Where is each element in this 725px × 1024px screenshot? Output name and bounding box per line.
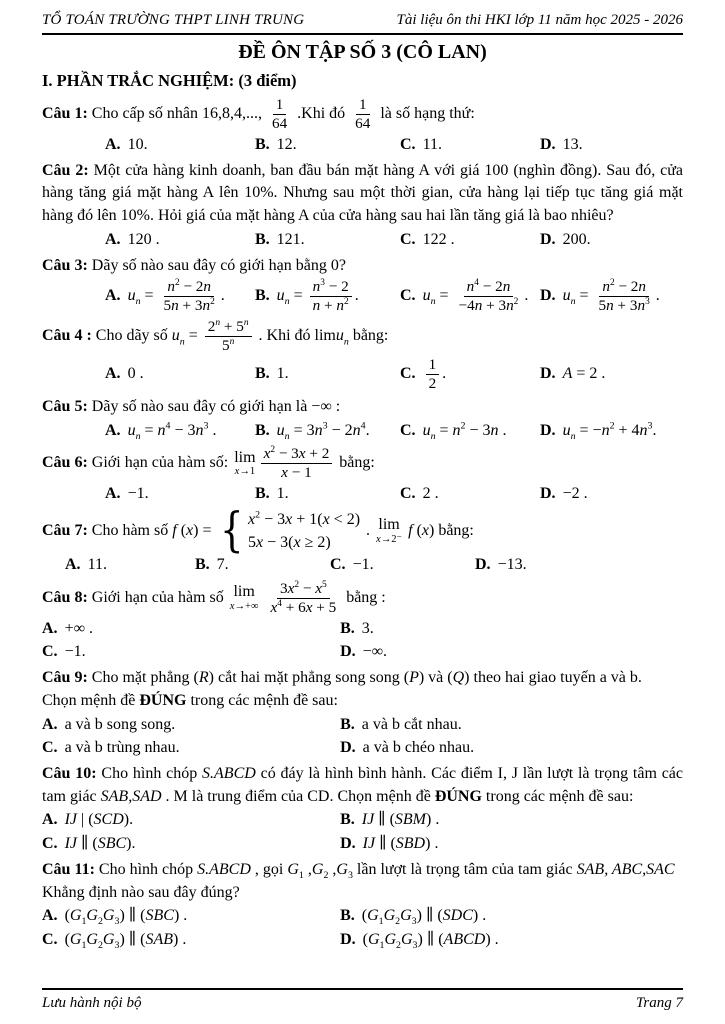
option-text: a và b song song. xyxy=(64,715,176,733)
option-a xyxy=(105,229,255,252)
option-d xyxy=(540,363,683,386)
option-b xyxy=(340,905,683,928)
option-key: C. xyxy=(400,287,416,305)
question-6 xyxy=(42,445,683,506)
option-key: D. xyxy=(340,931,356,949)
option-key: D. xyxy=(540,135,556,153)
option-text: 1. xyxy=(276,365,289,383)
option-key: C. xyxy=(42,643,58,661)
question-stem: Câu 3: Dãy số nào sau đây có giới hạn bằng 0? xyxy=(42,256,346,274)
options-row xyxy=(105,229,683,252)
option-key: B. xyxy=(340,811,355,829)
option-text: −∞. xyxy=(362,643,388,661)
page-footer xyxy=(42,988,683,1014)
option-key: B. xyxy=(255,287,270,305)
option-d xyxy=(340,641,683,664)
option-text: 121. xyxy=(276,230,305,248)
option-key: A. xyxy=(105,230,121,248)
option-text: 3. xyxy=(361,619,374,637)
question-1 xyxy=(42,96,683,157)
option-text: a và b cắt nhau. xyxy=(361,715,462,733)
option-d xyxy=(540,229,683,252)
option-text: −2 . xyxy=(562,485,588,503)
option-text: 122 . xyxy=(422,230,455,248)
option-key: C. xyxy=(400,230,416,248)
option-c xyxy=(42,833,340,856)
option-key: D. xyxy=(540,421,556,439)
question-4 xyxy=(42,318,683,393)
option-text: a và b trùng nhau. xyxy=(64,739,180,757)
header-doc-info: Tài liệu ôn thi HKI lớp 11 năm học 2025 - 2026 xyxy=(396,12,683,28)
options-row xyxy=(65,554,683,577)
options-row xyxy=(42,905,683,951)
question-label: Câu 6: xyxy=(42,454,88,472)
question-5 xyxy=(42,396,683,442)
option-text: $u_n$ = $\frac{n^3 - 2}{n + n^2}$ . xyxy=(276,278,359,315)
option-text: 13. xyxy=(562,135,583,153)
options-row xyxy=(105,134,683,157)
question-label: Câu 10: xyxy=(42,765,97,783)
option-text: $u_n = n^2 - 3n$ . xyxy=(422,420,507,442)
option-b xyxy=(340,618,683,641)
question-10 xyxy=(42,763,683,856)
options-row xyxy=(42,714,683,760)
option-text: $(G_1G_2G_3)$ ∥ (SDC) . xyxy=(361,907,487,928)
question-label: Câu 4 : xyxy=(42,327,92,345)
option-text: 0 . xyxy=(127,365,144,383)
option-a xyxy=(105,134,255,157)
option-text: −1. xyxy=(352,556,374,574)
option-key: B. xyxy=(255,135,270,153)
option-text: IJ ∥ (SBM) . xyxy=(361,811,440,829)
option-text: a và b chéo nhau. xyxy=(362,739,475,757)
option-key: C. xyxy=(400,421,416,439)
option-b xyxy=(340,714,683,737)
option-a xyxy=(105,278,255,315)
option-b xyxy=(255,134,400,157)
question-label: Câu 11: xyxy=(42,860,95,878)
question-stem: Câu 10: Cho hình chóp S.ABCD có đáy là hình bình hành. Các điểm I, J lần lượt là trọng tâm các tam giác SAB,SAD . M là trung điểm của CD. Chọn mệnh đề ĐÚNG trong các mệnh đề sau: xyxy=(42,765,684,805)
option-key: B. xyxy=(255,365,270,383)
option-b xyxy=(255,483,400,506)
option-d xyxy=(540,420,683,443)
question-label: Câu 1: xyxy=(42,105,88,123)
option-text: $u_n$ = $\frac{n^4 - 2n}{-4n + 3n^2}$ . xyxy=(422,278,529,315)
option-text: 11. xyxy=(422,135,442,153)
option-c xyxy=(400,278,540,315)
option-d xyxy=(540,134,683,157)
option-c xyxy=(400,134,540,157)
option-a xyxy=(42,618,340,641)
option-c xyxy=(400,229,540,252)
option-text: $(G_1G_2G_3)$ ∥ (SBC) . xyxy=(64,907,188,928)
options-row xyxy=(42,618,683,664)
option-text: 11. xyxy=(87,556,107,574)
options-row xyxy=(42,809,683,855)
question-stem: Câu 7: Cho hàm số f (x) = { $x^2 - 3x + 1(x < 2)$ 5x − 3(x ≥ 2) . lim x→2⁻ f (x) bằng: xyxy=(42,503,474,558)
question-stem: Câu 11: Cho hình chóp S.ABCD , gọi $G_1$ $,G_2$ $,G_3$ lần lượt là trọng tâm của tam giác SAB, ABC,SAC xyxy=(42,860,675,882)
question-3 xyxy=(42,255,683,316)
option-key: B. xyxy=(255,485,270,503)
option-text: $u_n = 3n^3 - 2n^4$. xyxy=(276,420,370,442)
option-key: A. xyxy=(42,619,58,637)
option-key: A. xyxy=(105,135,121,153)
option-text: −13. xyxy=(497,556,527,574)
option-c xyxy=(330,554,475,577)
option-text: $(G_1G_2G_3)$ ∥ (ABCD) . xyxy=(362,931,499,952)
page-header xyxy=(42,10,683,35)
option-text: $(G_1G_2G_3)$ ∥ (SAB) . xyxy=(64,931,187,952)
option-b xyxy=(255,420,400,443)
question-stem: Câu 8: Giới hạn của hàm số lim x→+∞ $\frac{3x^2 - x^5}{x^4 + 6x + 5}$ bằng : xyxy=(42,579,386,616)
option-d xyxy=(340,833,683,856)
option-text: $u_n = n^4 - 3n^3$ . xyxy=(127,420,217,442)
question-stem: Câu 5: Dãy số nào sau đây có giới hạn là −∞ : xyxy=(42,397,341,415)
option-key: D. xyxy=(340,739,356,757)
option-b xyxy=(195,554,330,577)
option-b xyxy=(255,278,400,315)
option-text: $u_n$ = $\frac{n^2 - 2n}{5n + 3n^3}$ . xyxy=(562,278,660,315)
option-a xyxy=(42,809,340,832)
question-label: Câu 9: xyxy=(42,669,88,687)
question-stem: Câu 6: Giới hạn của hàm số: lim x→1 $\frac{x^2 - 3x + 2}{x - 1}$ bằng: xyxy=(42,445,375,482)
option-key: B. xyxy=(255,421,270,439)
footer-page-number: Trang 7 xyxy=(635,994,683,1011)
option-key: D. xyxy=(475,556,491,574)
question-label: Câu 8: xyxy=(42,588,88,606)
question-7 xyxy=(42,503,683,577)
options-row xyxy=(105,278,683,315)
option-b xyxy=(340,809,683,832)
option-d xyxy=(340,737,683,760)
option-d xyxy=(475,554,683,577)
option-text: 120 . xyxy=(127,230,160,248)
question-label: Câu 2: xyxy=(42,161,89,179)
option-c xyxy=(42,641,340,664)
option-text: +∞ . xyxy=(64,619,93,637)
options-row xyxy=(105,483,683,506)
question-stem: Câu 1: Cho cấp số nhân 16,8,4,..., $\frac{1}{64}$ .Khi đó $\frac{1}{64}$ là số hạng thứ: xyxy=(42,96,475,133)
option-text: $u_n = -n^2 + 4n^3$. xyxy=(562,420,657,442)
question-stem: Câu 9: Cho mặt phẳng (R) cắt hai mặt phẳng song song (P) và (Q) theo hai giao tuyến a và b. xyxy=(42,669,642,687)
option-a xyxy=(42,905,340,928)
question-stem: Câu 2: Một cửa hàng kinh doanh, ban đầu bán mặt hàng A với giá 100 (nghìn đồng). Sau đó, cửa hàng tăng giá mặt hàng A lên 10%. Nhưng sau một thời gian, cửa hàng lại tiếp tục tăng giá mặt hàng đó lên 10%. Hỏi giá của mặt hàng A của cửa hàng sau hai lần tăng giá là bao nhiêu? xyxy=(42,161,684,225)
question-stem-line2: Khẳng định nào sau đây đúng? xyxy=(42,883,240,901)
option-text: 10. xyxy=(127,135,148,153)
question-label: Câu 7: xyxy=(42,521,88,539)
option-text: IJ ∥ (SBC). xyxy=(64,835,136,853)
option-key: D. xyxy=(340,835,356,853)
option-key: B. xyxy=(340,619,355,637)
option-a xyxy=(105,420,255,443)
footer-note: Lưu hành nội bộ xyxy=(42,994,142,1011)
option-key: A. xyxy=(42,715,58,733)
option-d xyxy=(340,929,683,952)
option-c xyxy=(42,929,340,952)
question-label: Câu 5: xyxy=(42,397,88,415)
option-text: −1. xyxy=(64,643,86,661)
option-a xyxy=(65,554,195,577)
option-key: C. xyxy=(400,365,416,383)
option-text: 7. xyxy=(216,556,229,574)
option-key: A. xyxy=(65,556,81,574)
option-c xyxy=(400,356,540,393)
option-key: B. xyxy=(195,556,210,574)
option-key: A. xyxy=(42,907,58,925)
option-key: B. xyxy=(340,715,355,733)
option-key: B. xyxy=(340,907,355,925)
option-key: D. xyxy=(540,485,556,503)
option-text: IJ | (SCD). xyxy=(64,811,134,829)
option-key: A. xyxy=(105,365,121,383)
option-key: C. xyxy=(42,931,58,949)
option-key: A. xyxy=(105,287,121,305)
option-c xyxy=(400,483,540,506)
option-b xyxy=(255,363,400,386)
option-text: A = 2 . xyxy=(562,365,606,383)
option-text: $u_n$ = $\frac{n^2 - 2n}{5n + 3n^2}$ . xyxy=(127,278,225,315)
options-row xyxy=(105,420,683,443)
option-text: −1. xyxy=(127,485,149,503)
options-row xyxy=(105,356,683,393)
option-key: C. xyxy=(400,135,416,153)
option-key: D. xyxy=(540,230,556,248)
option-text: $\frac{1}{2}$ . xyxy=(423,365,447,382)
option-c xyxy=(400,420,540,443)
questions xyxy=(42,96,683,952)
header-school: TỔ TOÁN TRƯỜNG THPT LINH TRUNG xyxy=(42,12,305,28)
option-key: A. xyxy=(42,811,58,829)
option-key: B. xyxy=(255,230,270,248)
option-key: C. xyxy=(42,739,58,757)
option-text: 200. xyxy=(562,230,591,248)
option-key: C. xyxy=(330,556,346,574)
option-text: 1. xyxy=(276,485,289,503)
option-text: 2 . xyxy=(422,485,439,503)
option-key: C. xyxy=(400,485,416,503)
option-c xyxy=(42,737,340,760)
section-heading: I. PHẦN TRẮC NGHIỆM: (3 điểm) xyxy=(42,70,297,90)
question-label: Câu 3: xyxy=(42,256,88,274)
option-d xyxy=(540,483,683,506)
option-a xyxy=(42,714,340,737)
option-text: 12. xyxy=(276,135,297,153)
option-text: IJ ∥ (SBD) . xyxy=(362,835,439,853)
question-8 xyxy=(42,580,683,664)
option-a xyxy=(105,363,255,386)
option-key: D. xyxy=(340,643,356,661)
option-key: D. xyxy=(540,365,556,383)
option-key: A. xyxy=(105,421,121,439)
question-11 xyxy=(42,859,683,952)
option-d xyxy=(540,278,683,315)
option-key: A. xyxy=(105,485,121,503)
question-stem: Câu 4 : Cho dãy số $u_n$ = $\frac{2^n + 5^n}{5^n}$ . Khi đó limu$_n$ bằng: xyxy=(42,318,389,355)
option-key: D. xyxy=(540,287,556,305)
question-2 xyxy=(42,160,683,252)
question-9 xyxy=(42,667,683,760)
page-title: ĐỀ ÔN TẬP SỐ 3 (CÔ LAN) xyxy=(238,41,487,64)
option-b xyxy=(255,229,400,252)
option-key: C. xyxy=(42,835,58,853)
question-stem-line2: Chọn mệnh đề ĐÚNG trong các mệnh đề sau: xyxy=(42,691,338,709)
